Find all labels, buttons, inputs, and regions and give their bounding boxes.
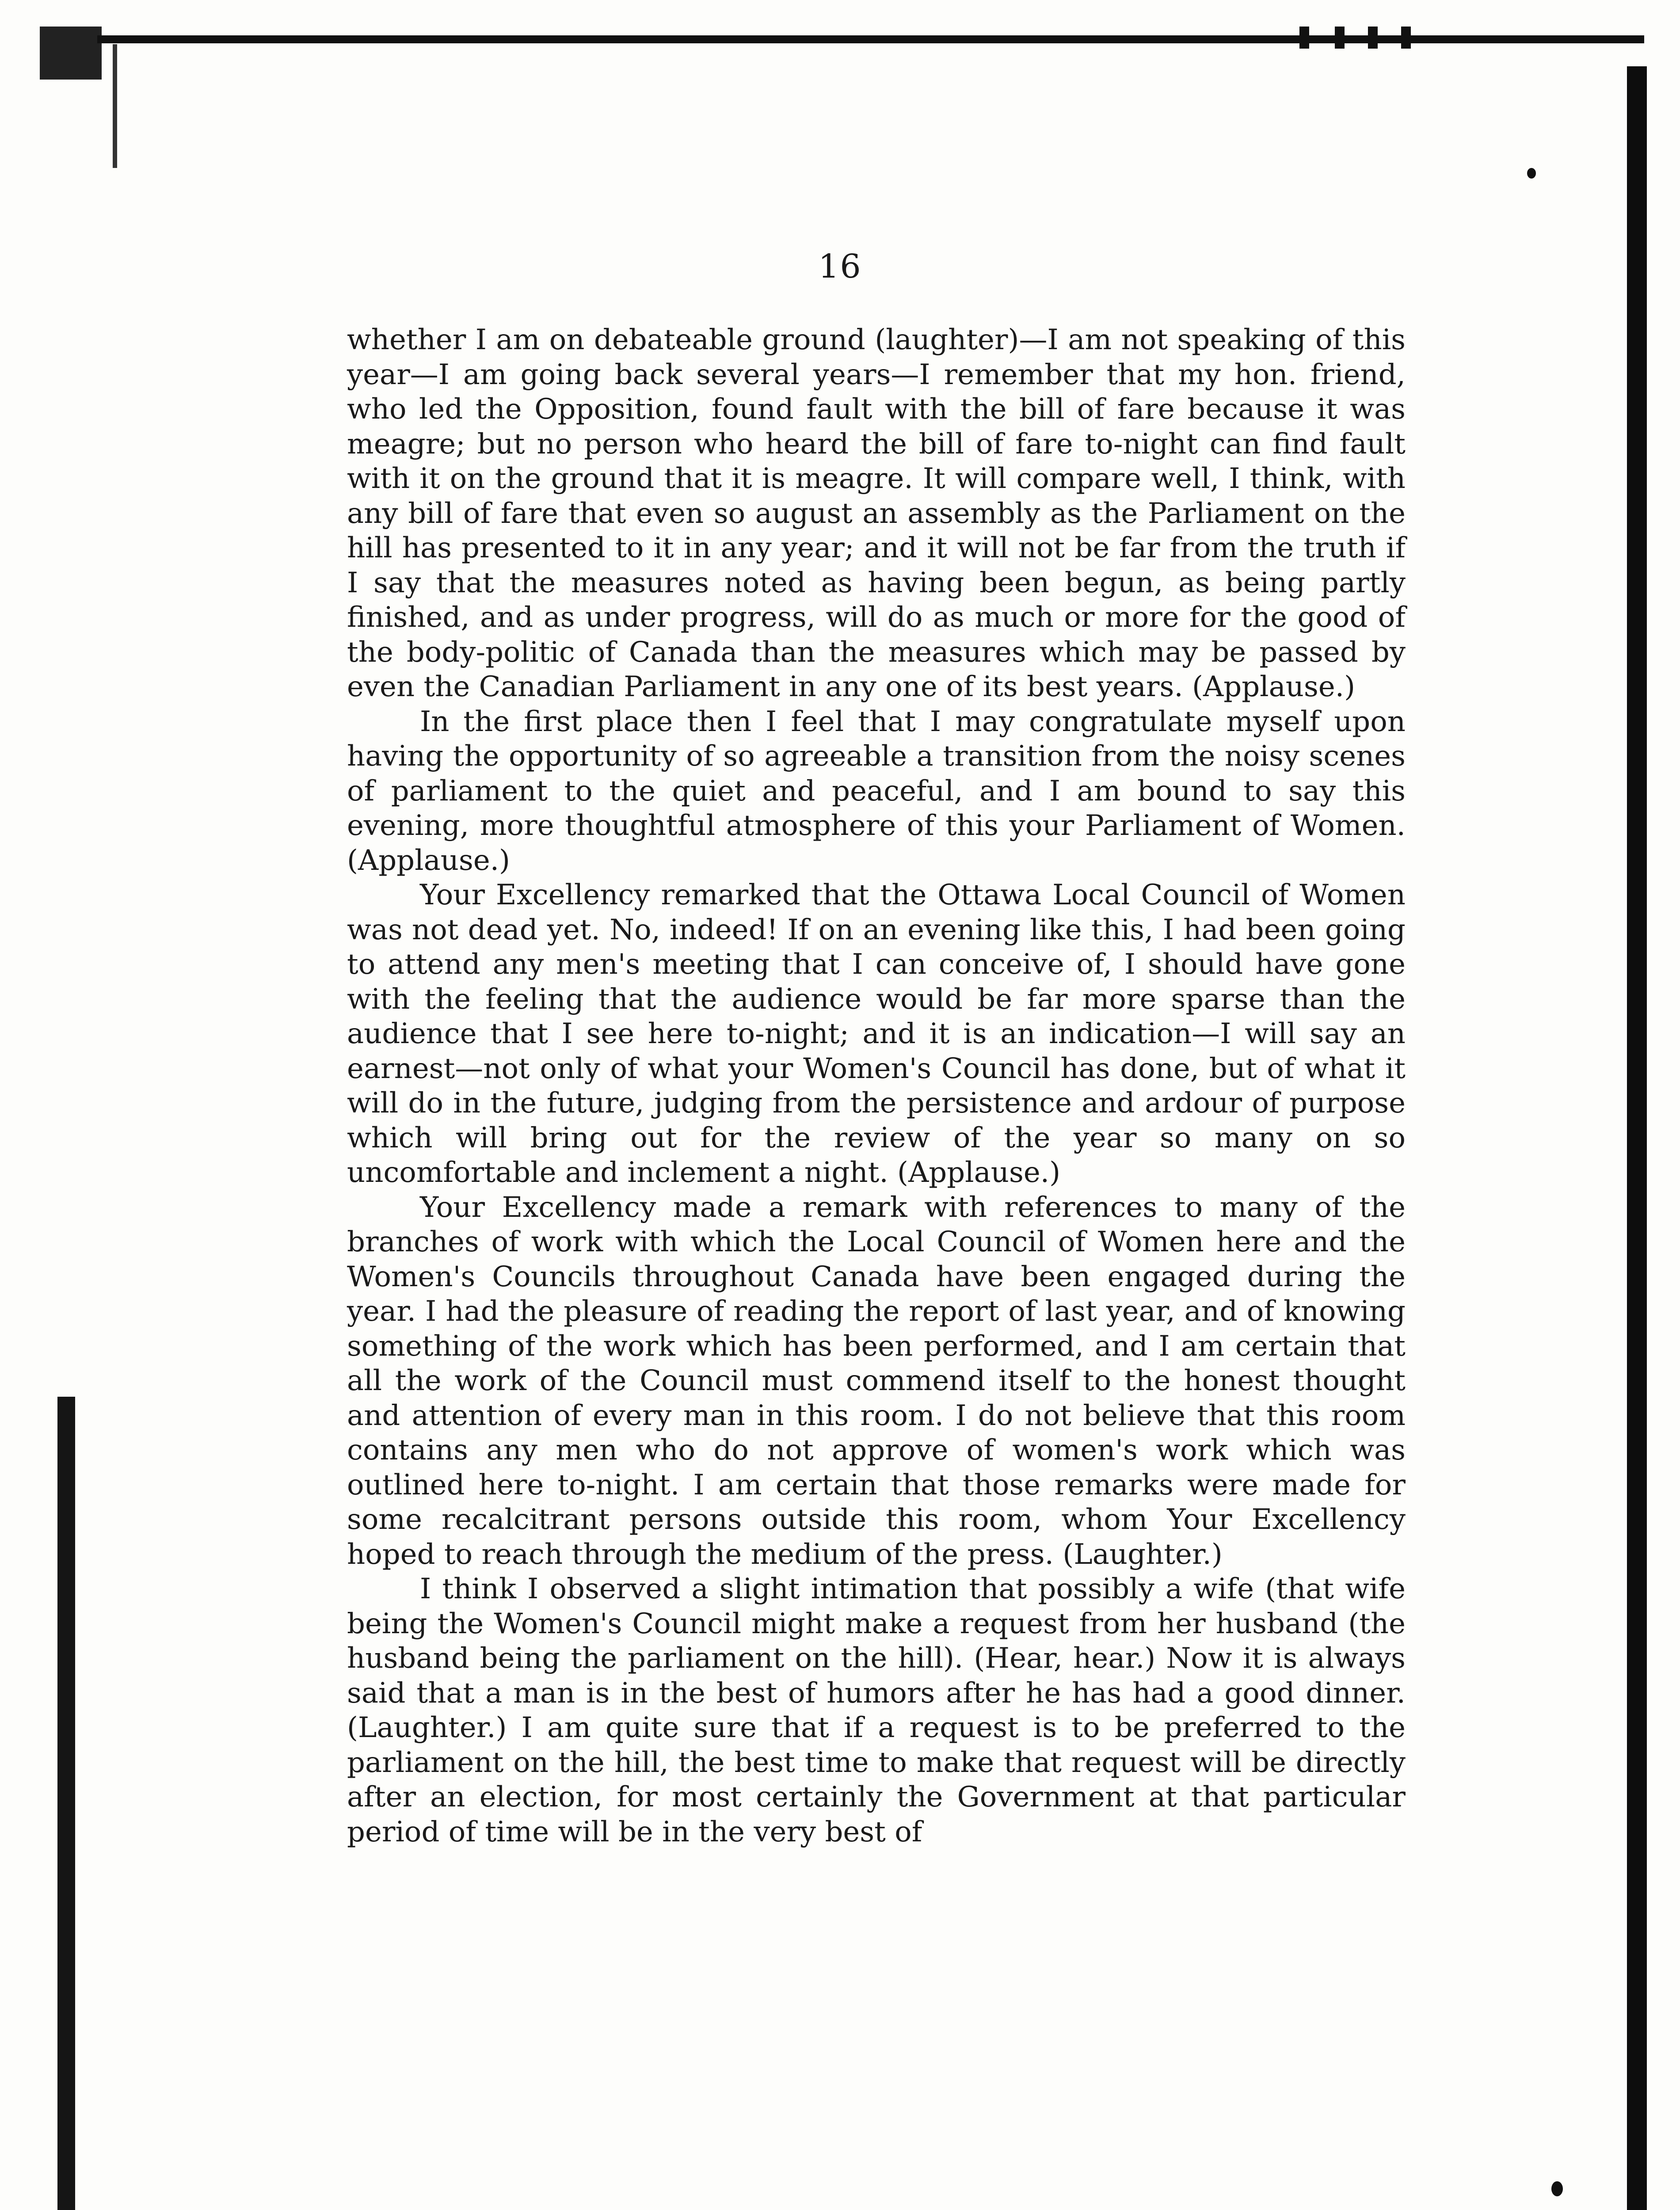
scan-artifact-ink-blot — [1551, 2181, 1563, 2196]
scan-artifact-top-tick — [1401, 27, 1411, 49]
scan-artifact-right-edge — [1627, 66, 1647, 2210]
paragraph: Your Excellency made a remark with references to many of the branches of work with which the Local Council of Women here and the Women's Councils throughout Canada have been engaged during the year. I had the pleasure of reading the report of last year, and of knowing something of the work which has been performed, and I am certain that all the work of the Council must commend itself to the honest thought and attention of every man in this room. I do not believe that this room contains any men who do not approve of women's work which was outlined here to-night. I am certain that those remarks were made for some recalcitrant persons outside this room, whom Your Excellency hoped to reach through the medium of the press. (Laughter.) — [347, 1191, 1406, 1571]
scan-artifact-top-rule — [97, 35, 1644, 43]
scan-artifact-left-lower — [57, 1397, 75, 2210]
paragraph: Your Excellency remarked that the Ottawa Local Council of Women was not dead yet. No, indeed! If on an evening like this, I had been going to attend any men's meeting that I can conceive of, I should have gone with the feeling that the audience would be far more sparse than the audience that I see here to-night; and it is an indication—I will say an earnest—not only of what your Women's Council has done, but of what it will do in the future, judging from the persistence and ardour of purpose which will bring out for the review of the year so many on so uncomfortable and inclement a night. (Applause.) — [347, 879, 1406, 1189]
paragraph: whether I am on debateable ground (laughter)—I am not speaking of this year—I am going back several years—I remember that my hon. friend, who led the Opposition, found fault with the bill of fare because it was meagre; but no person who heard the bill of fare to-night can find fault with it on the ground that it is meagre. It will compare well, I think, with any bill of fare that even so august an assembly as the Parliament on the hill has presented to it in any year; and it will not be far from the truth if I say that the measures noted as having been begun, as being partly finished, and as under progress, will do as much or more for the good of the body-politic of Canada than the measures which may be passed by even the Canadian Parliament in any one of its best years. (Applause.) — [347, 324, 1406, 703]
scan-artifact-ink-speck — [1527, 168, 1536, 179]
scan-artifact-left-edge — [113, 44, 117, 168]
body-text — [347, 323, 1406, 1849]
scan-artifact-top-tick — [1368, 27, 1378, 49]
scan-artifact-top-left — [40, 27, 102, 80]
page-number: 16 — [818, 248, 862, 286]
scan-artifact-top-tick — [1335, 27, 1345, 49]
paragraph: In the first place then I feel that I may congratulate myself upon having the opportunity of so agreeable a transition from the noisy scenes of parliament to the quiet and peaceful, and I am bound to say this evening, more thoughtful atmosphere of this your Parliament of Women. (Applause.) — [347, 705, 1406, 877]
paragraph: I think I observed a slight intimation that possibly a wife (that wife being the Women's Council might make a request from her husband (the husband being the parliament on the hill). (Hear, hear.) Now it is always said that a man is in the best of humors after he has had a good dinner. (Laughter.) I am quite sure that if a request is to be preferred to the parliament on the hill, the best time to make that request will be directly after an election, for most certainly the Government at that particular period of time will be in the very best of — [347, 1573, 1406, 1848]
scan-artifact-top-tick — [1299, 27, 1309, 49]
